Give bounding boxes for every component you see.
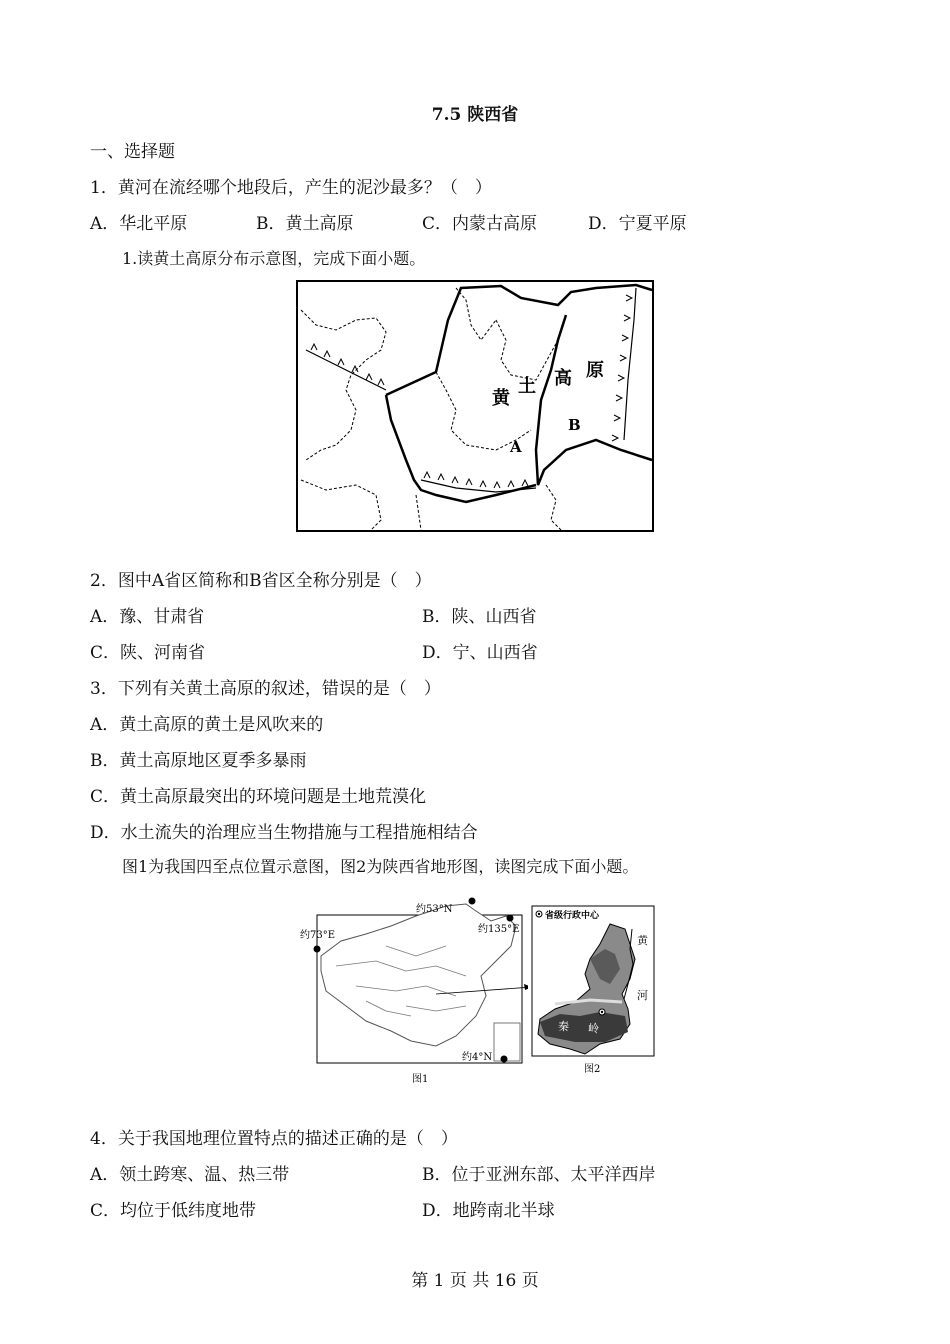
q3-option-c: C．黄土高原最突出的环境问题是土地荒漠化 bbox=[90, 787, 427, 807]
map-label-tu: 土 bbox=[518, 376, 536, 397]
loess-plateau-map bbox=[296, 280, 654, 532]
q1-option-c: C．内蒙古高原 bbox=[422, 214, 538, 234]
page-footer: 第 1 页 共 16 页 bbox=[411, 1271, 539, 1291]
legend-capital: 省级行政中心 bbox=[545, 911, 600, 921]
q2-option-b: B．陕、山西省 bbox=[422, 607, 537, 627]
q2-option-d: D．宁、山西省 bbox=[422, 643, 538, 663]
q4-option-a: A．领土跨寒、温、热三带 bbox=[90, 1165, 290, 1185]
label-qin: 秦 bbox=[558, 1020, 569, 1033]
label-huang-river: 黄 bbox=[637, 934, 648, 947]
china-extremities-map bbox=[296, 896, 528, 1092]
fig1-caption: 图1 bbox=[412, 1074, 429, 1085]
page-title: 7.5 陕西省 bbox=[431, 105, 519, 125]
label-73e: 约73°E bbox=[300, 930, 336, 941]
fig2-caption: 图2 bbox=[584, 1064, 601, 1075]
q4-option-b: B．位于亚洲东部、太平洋西岸 bbox=[422, 1165, 656, 1185]
intro-loess-map: 1.读黄土高原分布示意图，完成下面小题。 bbox=[122, 249, 426, 268]
question-3-stem: 3．下列有关黄土高原的叙述，错误的是（ ） bbox=[90, 679, 441, 699]
map-label-b: B bbox=[568, 416, 581, 434]
q3-option-d: D．水土流失的治理应当生物措施与工程措施相结合 bbox=[90, 823, 478, 843]
label-53n: 约53°N bbox=[416, 904, 453, 915]
question-1-stem: 1．黄河在流经哪个地段后，产生的泥沙最多？（ ） bbox=[90, 178, 492, 198]
q2-option-a: A．豫、甘肃省 bbox=[90, 607, 205, 627]
map-label-gao: 高 bbox=[554, 368, 572, 389]
shaanxi-terrain-map bbox=[530, 904, 656, 1076]
q2-option-c: C．陕、河南省 bbox=[90, 643, 206, 663]
label-ling: 岭 bbox=[588, 1022, 599, 1035]
label-135e: 约135°E bbox=[478, 924, 520, 935]
map-label-a: A bbox=[510, 438, 522, 456]
q1-option-d: D．宁夏平原 bbox=[588, 214, 687, 234]
intro-china-shaanxi: 图1为我国四至点位置示意图，图2为陕西省地形图，读图完成下面小题。 bbox=[122, 857, 639, 876]
q3-option-b: B．黄土高原地区夏季多暴雨 bbox=[90, 751, 307, 771]
q1-option-b: B．黄土高原 bbox=[256, 214, 354, 234]
label-4n: 约4°N bbox=[462, 1052, 493, 1063]
label-he-river: 河 bbox=[637, 989, 648, 1002]
map-label-huang: 黄 bbox=[492, 388, 510, 409]
question-2-stem: 2．图中A省区简称和B省区全称分别是（ ） bbox=[90, 571, 432, 591]
question-4-stem: 4．关于我国地理位置特点的描述正确的是（ ） bbox=[90, 1129, 458, 1149]
q4-option-d: D．地跨南北半球 bbox=[422, 1201, 555, 1221]
map-label-yuan: 原 bbox=[586, 360, 604, 381]
q1-option-a: A．华北平原 bbox=[90, 214, 188, 234]
section-heading: 一、选择题 bbox=[90, 142, 175, 162]
q3-option-a: A．黄土高原的黄土是风吹来的 bbox=[90, 715, 324, 735]
q4-option-c: C．均位于低纬度地带 bbox=[90, 1201, 257, 1221]
